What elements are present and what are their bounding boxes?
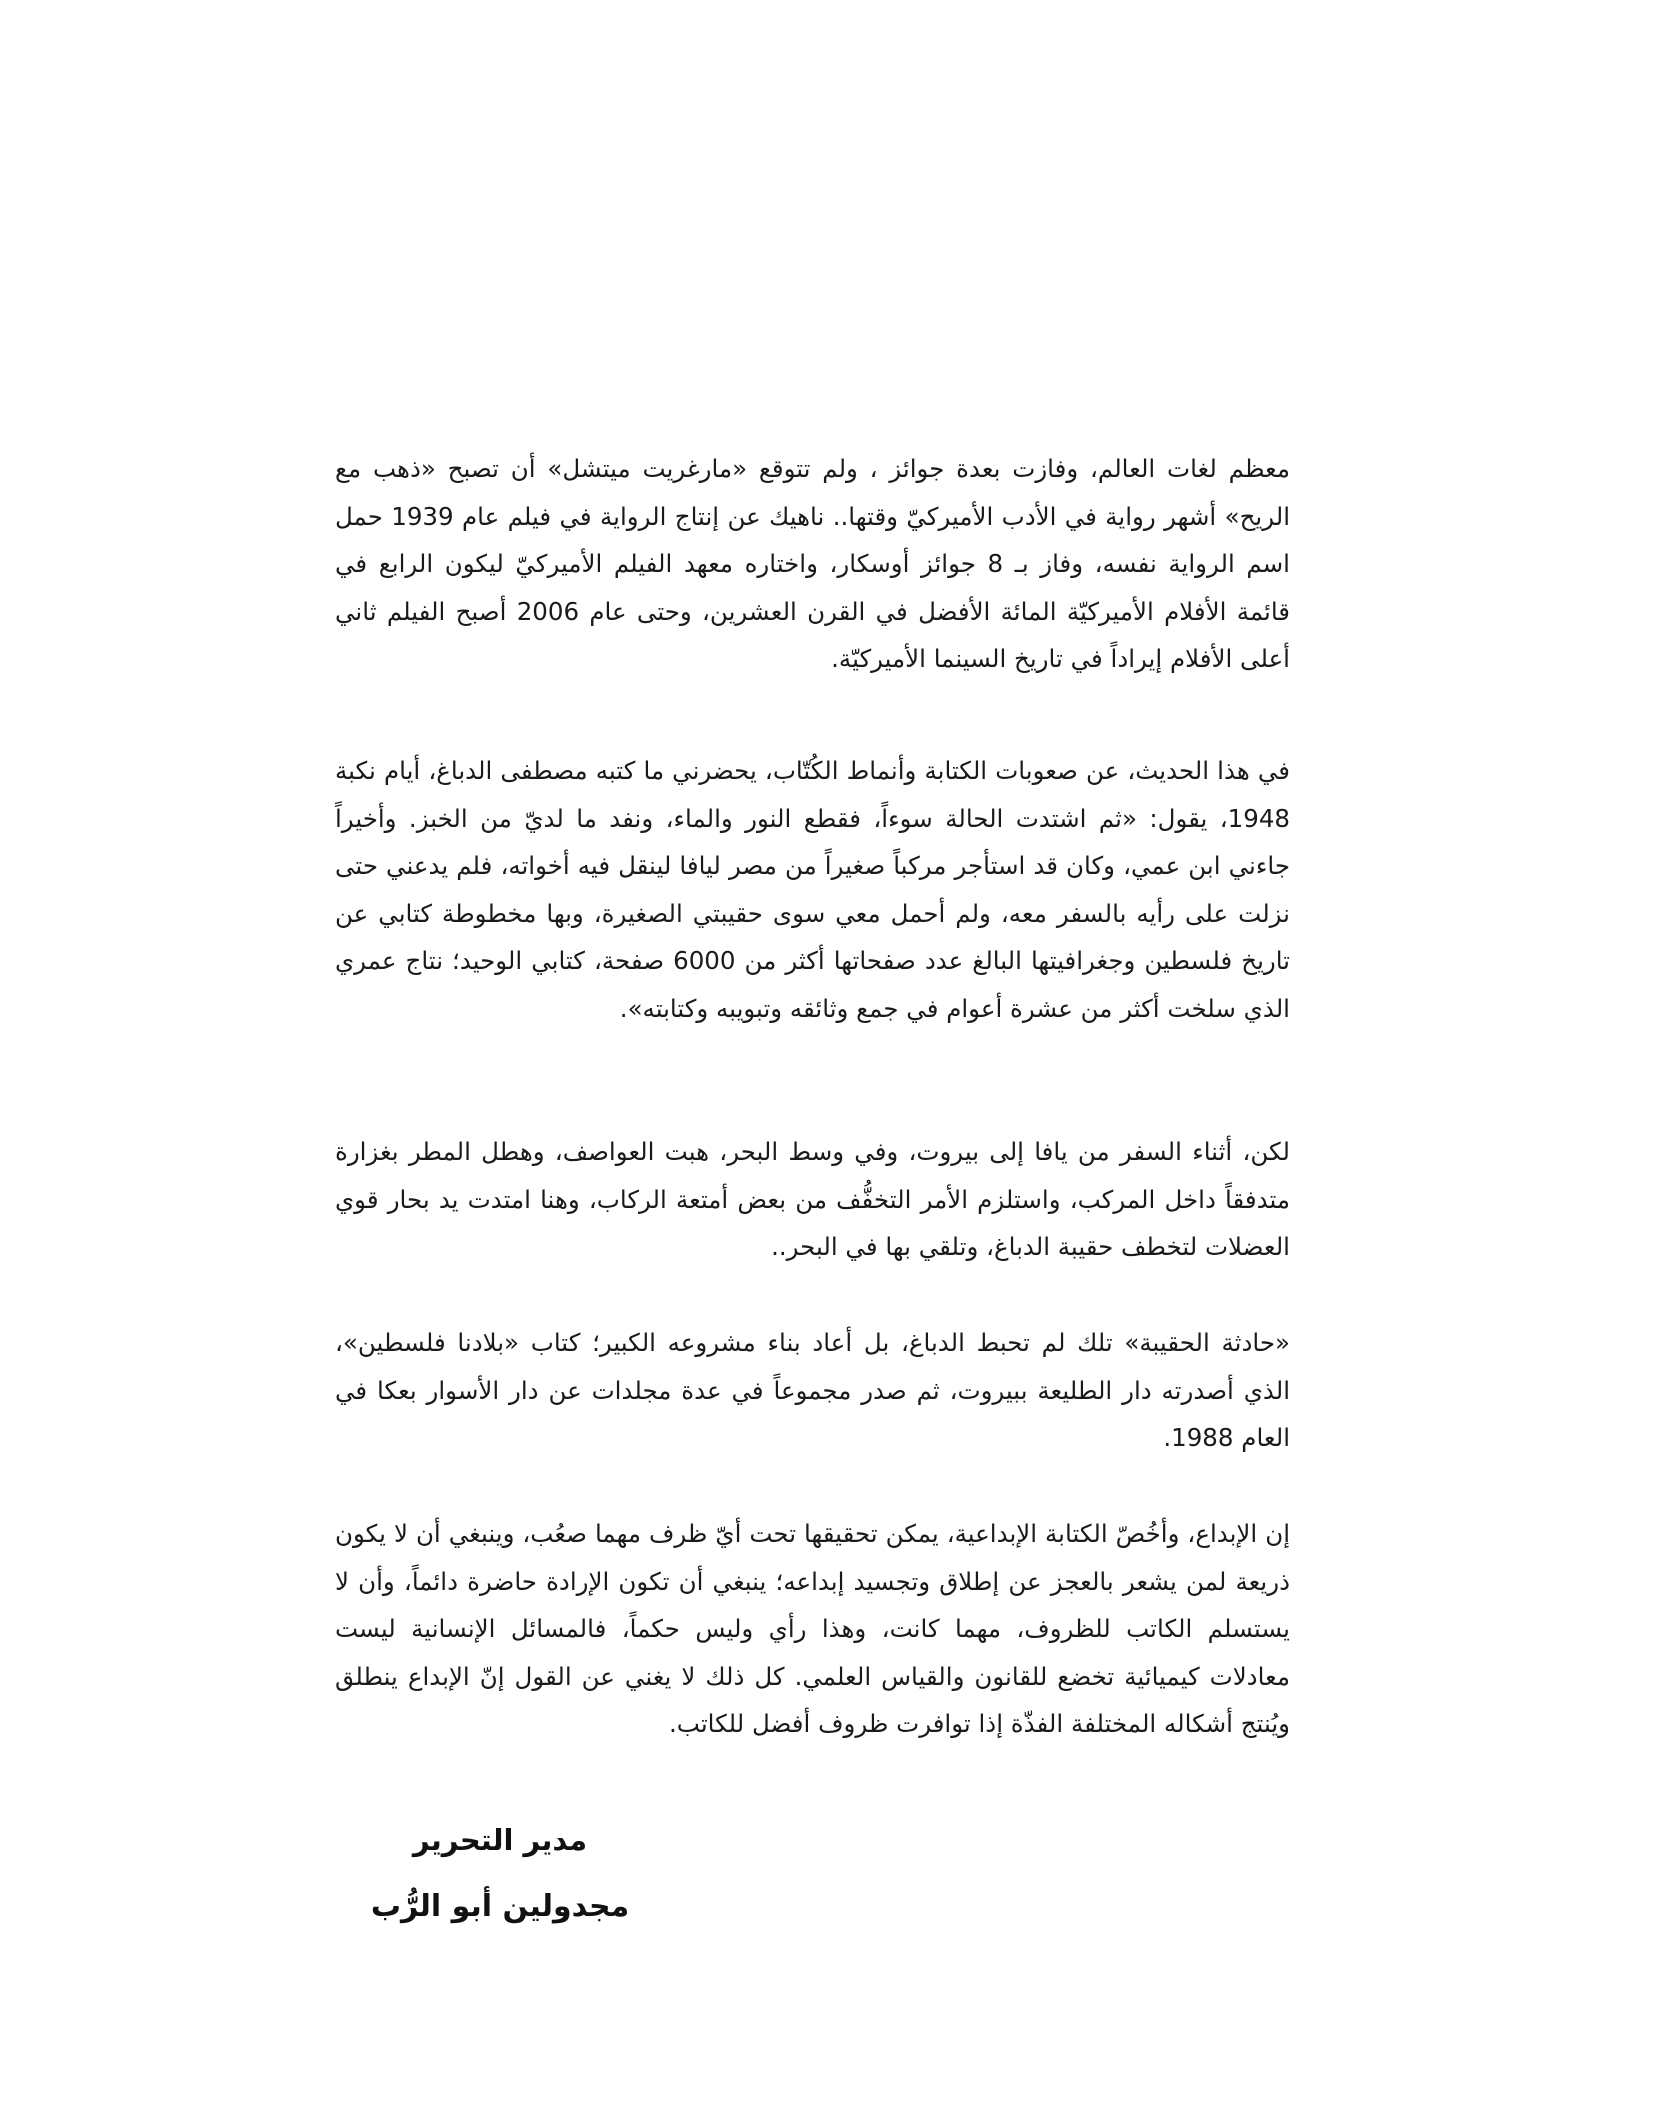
paragraph-2: في هذا الحديث، عن صعوبات الكتابة وأنماط الكُتّاب، يحضرني ما كتبه مصطفى الدباغ، أيام نكبة 1948، يقول: «ثم اشتدت الحالة سوءاً، فقطع النور والماء، ونفد ما لديّ من الخبز. وأخيراً جاءني ابن عمي، وكان قد استأجر مركباً صغيراً من مصر ليافا لينقل فيه أخواته، فلم يدعني حتى نزلت على رأيه بالسفر معه، ولم أحمل معي سوى حقيبتي الصغيرة، وبها مخطوطة كتابي عن تاريخ فلسطين وجغرافيتها البالغ عدد صفحاتها أكثر من 6000 صفحة، كتابي الوحيد؛ نتاج عمري الذي سلخت أكثر من عشرة أعوام في جمع وثائقه وتبويبه وكتابته». <box>335 756 1291 1023</box>
signature-block <box>370 1820 630 1928</box>
signature-name: مجدولين أبو الرُّب <box>370 1889 630 1924</box>
paragraph-5: إن الإبداع، وأخُصّ الكتابة الإبداعية، يمكن تحقيقها تحت أيّ ظرف مهما صعُب، وينبغي أن لا يكون ذريعة لمن يشعر بالعجز عن إطلاق وتجسيد إبداعه؛ ينبغي أن تكون الإرادة حاضرة دائماً، وأن لا يستسلم الكاتب للظروف، مهما كانت، وهذا رأي وليس حكماً، فالمسائل الإنسانية ليست معادلات كيميائية تخضع للقانون والقياس العلمي. كل ذلك لا يغني عن القول إنّ الإبداع ينطلق ويُنتج أشكاله المختلفة الفذّة إذا توافرت ظروف أفضل للكاتب. <box>335 1519 1290 1738</box>
paragraph-3: لكن، أثناء السفر من يافا إلى بيروت، وفي وسط البحر، هبت العواصف، وهطل المطر بغزارة متدفقاً داخل المركب، واستلزم الأمر التخفُّف من بعض أمتعة الركاب، وهنا امتدت يد بحار قوي العضلات لتخطف حقيبة الدباغ، وتلقي بها في البحر.. <box>335 1137 1290 1261</box>
paragraph-1: معظم لغات العالم، وفازت بعدة جوائز ، ولم تتوقع «مارغريت ميتشل» أن تصبح «ذهب مع الريح» أشهر رواية في الأدب الأميركيّ وقتها.. ناهيك عن إنتاج الرواية في فيلم عام 1939 حمل اسم الرواية نفسه، وفاز بـ 8 جوائز أوسكار، واختاره معهد الفيلم الأميركيّ ليكون الرابع في قائمة الأفلام الأميركيّة المائة الأفضل في القرن العشرين، وحتى عام 2006 أصبح الفيلم ثاني أعلى الأفلام إيراداً في تاريخ السينما الأميركيّة. <box>335 454 1291 673</box>
paragraph-4: «حادثة الحقيبة» تلك لم تحبط الدباغ، بل أعاد بناء مشروعه الكبير؛ كتاب «بلادنا فلسطين»، الذي أصدرته دار الطليعة ببيروت، ثم صدر مجموعاً في عدة مجلدات عن دار الأسوار بعكا في العام 1988. <box>335 1328 1290 1452</box>
signature-title: مدير التحرير <box>412 1823 588 1857</box>
